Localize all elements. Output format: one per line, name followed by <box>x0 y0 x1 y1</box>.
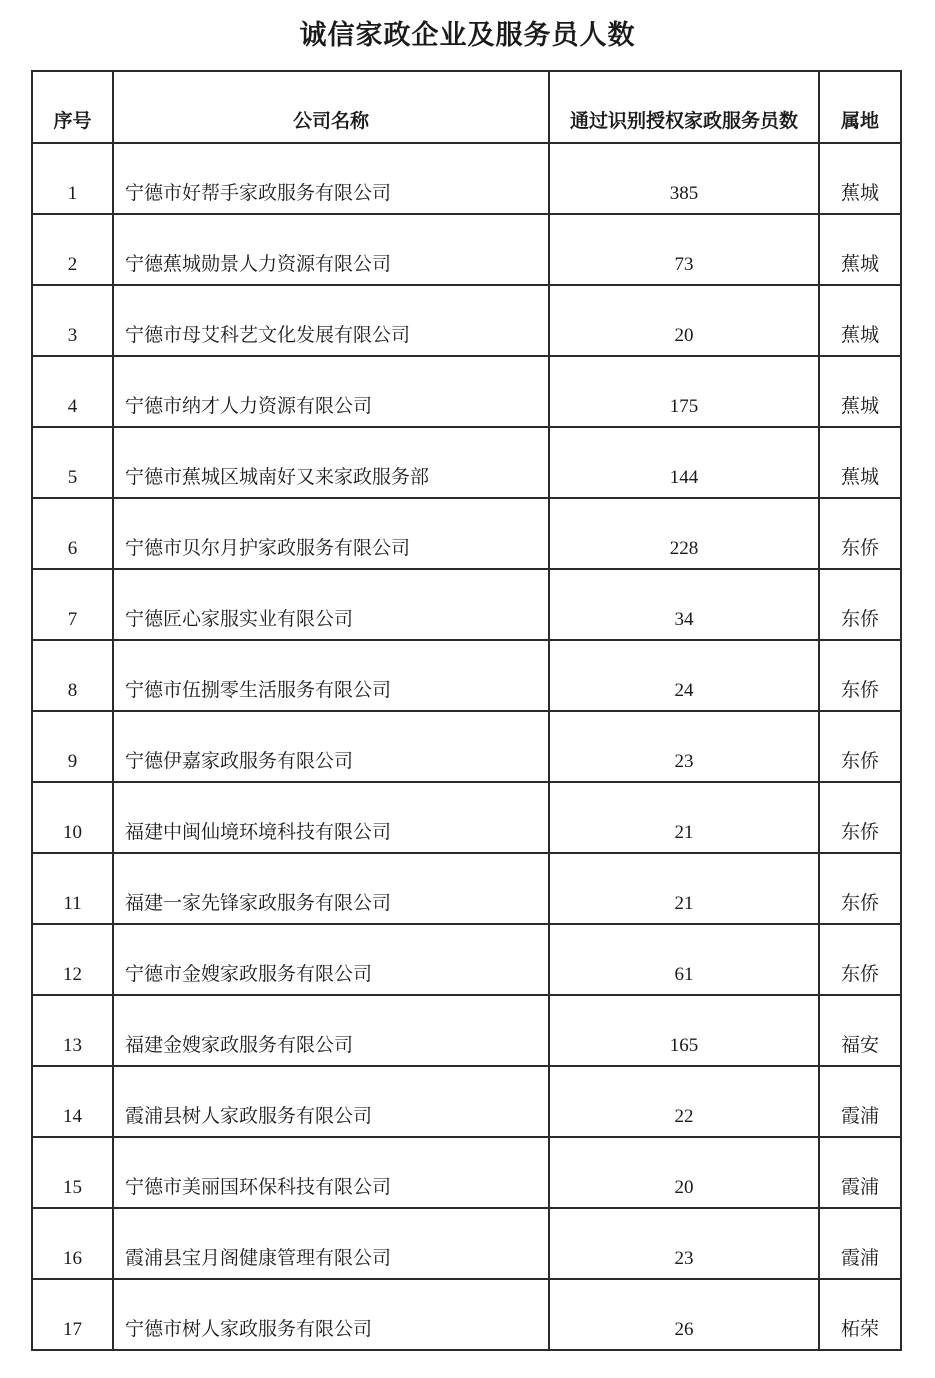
cell-no: 2 <box>32 214 113 285</box>
table-row <box>32 924 901 995</box>
cell-location: 东侨 <box>819 853 901 924</box>
cell-location: 东侨 <box>819 711 901 782</box>
cell-no: 12 <box>32 924 113 995</box>
table-row <box>32 640 901 711</box>
cell-no: 5 <box>32 427 113 498</box>
cell-company-name: 宁德市蕉城区城南好又来家政服务部 <box>113 427 549 498</box>
cell-no: 7 <box>32 569 113 640</box>
cell-location: 东侨 <box>819 924 901 995</box>
cell-worker-count: 175 <box>549 356 819 427</box>
cell-worker-count: 165 <box>549 995 819 1066</box>
cell-no: 11 <box>32 853 113 924</box>
cell-company-name: 宁德蕉城勋景人力资源有限公司 <box>113 214 549 285</box>
cell-worker-count: 144 <box>549 427 819 498</box>
table-row <box>32 853 901 924</box>
cell-worker-count: 20 <box>549 285 819 356</box>
cell-location: 蕉城 <box>819 356 901 427</box>
cell-company-name: 福建金嫂家政服务有限公司 <box>113 995 549 1066</box>
cell-no: 15 <box>32 1137 113 1208</box>
cell-company-name: 霞浦县树人家政服务有限公司 <box>113 1066 549 1137</box>
cell-company-name: 宁德匠心家服实业有限公司 <box>113 569 549 640</box>
cell-no: 9 <box>32 711 113 782</box>
cell-worker-count: 21 <box>549 782 819 853</box>
cell-company-name: 宁德市好帮手家政服务有限公司 <box>113 143 549 214</box>
cell-worker-count: 20 <box>549 1137 819 1208</box>
cell-company-name: 宁德市美丽国环保科技有限公司 <box>113 1137 549 1208</box>
cell-no: 13 <box>32 995 113 1066</box>
cell-company-name: 宁德市贝尔月护家政服务有限公司 <box>113 498 549 569</box>
cell-location: 蕉城 <box>819 427 901 498</box>
table-row <box>32 1208 901 1279</box>
cell-no: 1 <box>32 143 113 214</box>
table-row <box>32 1279 901 1350</box>
table-row <box>32 995 901 1066</box>
table-row <box>32 711 901 782</box>
cell-no: 16 <box>32 1208 113 1279</box>
cell-location: 霞浦 <box>819 1208 901 1279</box>
cell-no: 10 <box>32 782 113 853</box>
cell-company-name: 宁德市树人家政服务有限公司 <box>113 1279 549 1350</box>
header-location: 属地 <box>819 71 901 143</box>
cell-location: 蕉城 <box>819 285 901 356</box>
cell-company-name: 宁德市金嫂家政服务有限公司 <box>113 924 549 995</box>
cell-location: 福安 <box>819 995 901 1066</box>
cell-no: 3 <box>32 285 113 356</box>
cell-company-name: 宁德伊嘉家政服务有限公司 <box>113 711 549 782</box>
cell-worker-count: 22 <box>549 1066 819 1137</box>
cell-worker-count: 34 <box>549 569 819 640</box>
table-row <box>32 498 901 569</box>
cell-location: 霞浦 <box>819 1137 901 1208</box>
company-table <box>31 70 902 1351</box>
table-row <box>32 427 901 498</box>
cell-no: 6 <box>32 498 113 569</box>
header-no: 序号 <box>32 71 113 143</box>
table-header-row <box>32 71 901 143</box>
cell-worker-count: 24 <box>549 640 819 711</box>
table-row <box>32 356 901 427</box>
cell-worker-count: 21 <box>549 853 819 924</box>
cell-company-name: 宁德市纳才人力资源有限公司 <box>113 356 549 427</box>
table-row <box>32 569 901 640</box>
document-title: 诚信家政企业及服务员人数 <box>299 20 636 51</box>
cell-location: 柘荣 <box>819 1279 901 1350</box>
cell-company-name: 福建一家先锋家政服务有限公司 <box>113 853 549 924</box>
cell-company-name: 霞浦县宝月阁健康管理有限公司 <box>113 1208 549 1279</box>
cell-location: 东侨 <box>819 569 901 640</box>
cell-company-name: 宁德市伍捌零生活服务有限公司 <box>113 640 549 711</box>
table-row <box>32 143 901 214</box>
cell-location: 东侨 <box>819 498 901 569</box>
header-worker-count: 通过识别授权家政服务员数 <box>549 71 819 143</box>
cell-no: 4 <box>32 356 113 427</box>
cell-location: 蕉城 <box>819 214 901 285</box>
cell-no: 17 <box>32 1279 113 1350</box>
table-row <box>32 782 901 853</box>
cell-worker-count: 228 <box>549 498 819 569</box>
cell-location: 霞浦 <box>819 1066 901 1137</box>
cell-worker-count: 23 <box>549 711 819 782</box>
cell-location: 东侨 <box>819 640 901 711</box>
cell-location: 蕉城 <box>819 143 901 214</box>
table-row <box>32 285 901 356</box>
cell-company-name: 宁德市母艾科艺文化发展有限公司 <box>113 285 549 356</box>
cell-worker-count: 23 <box>549 1208 819 1279</box>
header-company-name: 公司名称 <box>113 71 549 143</box>
table-row <box>32 214 901 285</box>
cell-worker-count: 26 <box>549 1279 819 1350</box>
table-row <box>32 1137 901 1208</box>
cell-no: 14 <box>32 1066 113 1137</box>
cell-worker-count: 61 <box>549 924 819 995</box>
cell-no: 8 <box>32 640 113 711</box>
cell-worker-count: 385 <box>549 143 819 214</box>
table-row <box>32 1066 901 1137</box>
cell-company-name: 福建中闽仙境环境科技有限公司 <box>113 782 549 853</box>
cell-location: 东侨 <box>819 782 901 853</box>
cell-worker-count: 73 <box>549 214 819 285</box>
